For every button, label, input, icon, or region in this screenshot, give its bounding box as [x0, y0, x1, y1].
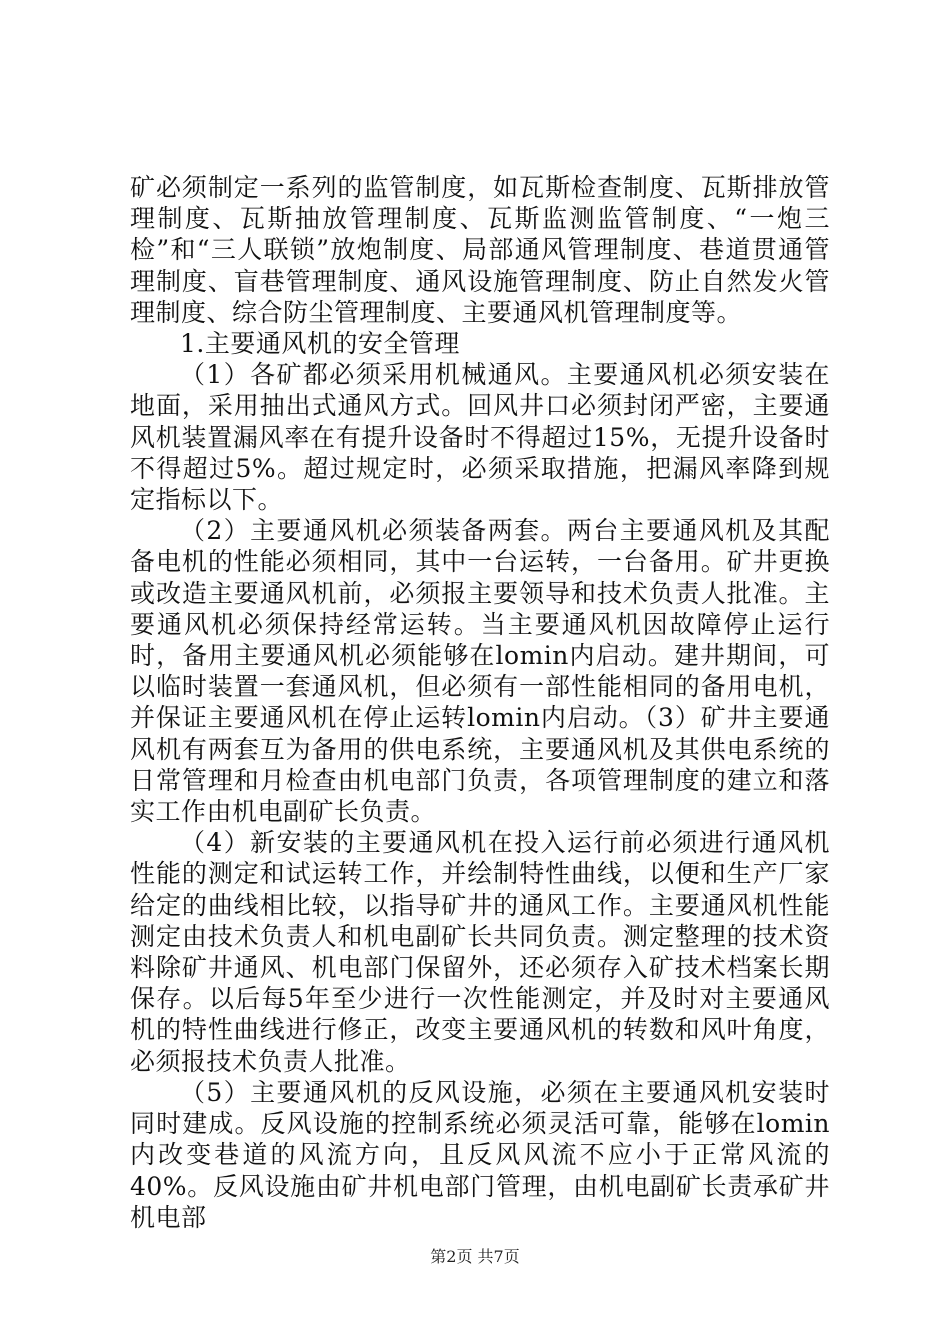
- paragraph-intro: 矿必须制定一系列的监管制度，如瓦斯检查制度、瓦斯排放管理制度、瓦斯抽放管理制度、瓦斯监测监管制度、“一炮三检”和“三人联锁”放炮制度、局部通风管理制度、巷道贯通管理制度、盲巷管理制度、通风设施管理制度、防止自然发火管理制度、综合防尘管理制度、主要通风机管理制度等。: [130, 173, 830, 327]
- paragraph-item-2-3: （2）主要通风机必须装备两套。两台主要通风机及其配备电机的性能必须相同，其中一台运转，一台备用。矿井更换或改造主要通风机前，必须报主要领导和技术负责人批准。主要通风机必须保持经常运转。当主要通风机因故障停止运行时，备用主要通风机必须能够在lomin内启动。建井期间，可以临时装置一套通风机，但必须有一部性能相同的备用电机，并保证主要通风机在停止运转lomin内启动。（3）矿井主要通风机有两套互为备用的供电系统，主要通风机及其供电系统的日常管理和月检查由机电部门负责，各项管理制度的建立和落实工作由机电副矿长负责。: [130, 516, 830, 827]
- paragraph-item-4: （4）新安装的主要通风机在投入运行前必须进行通风机性能的测定和试运转工作，并绘制特性曲线，以便和生产厂家给定的曲线相比较，以指导矿井的通风工作。主要通风机性能测定由技术负责人和机电副矿长共同负责。测定整理的技术资料除矿井通风、机电部门保留外，还必须存入矿技术档案长期保存。以后每5年至少进行一次性能测定，并及时对主要通风机的特性曲线进行修正，改变主要通风机的转数和风叶角度，必须报技术负责人批准。: [130, 828, 830, 1076]
- paragraph-item-1: （1）各矿都必须采用机械通风。主要通风机必须安装在地面，采用抽出式通风方式。回风井口必须封闭严密，主要通风机装置漏风率在有提升设备时不得超过15%，无提升设备时不得超过5%。超过规定时，必须采取措施，把漏风率降到规定指标以下。: [130, 360, 830, 515]
- page-number-footer: 第2页 共7页: [430, 1247, 520, 1266]
- section-heading: 1.主要通风机的安全管理: [180, 329, 460, 359]
- paragraph-item-5: （5）主要通风机的反风设施，必须在主要通风机安装时同时建成。反风设施的控制系统必须灵活可靠，能够在lomin内改变巷道的风流方向，且反风风流不应小于正常风流的40%。反风设施由矿井机电部门管理，由机电副矿长责承矿井机电部: [130, 1077, 830, 1232]
- document-body: [130, 172, 830, 1233]
